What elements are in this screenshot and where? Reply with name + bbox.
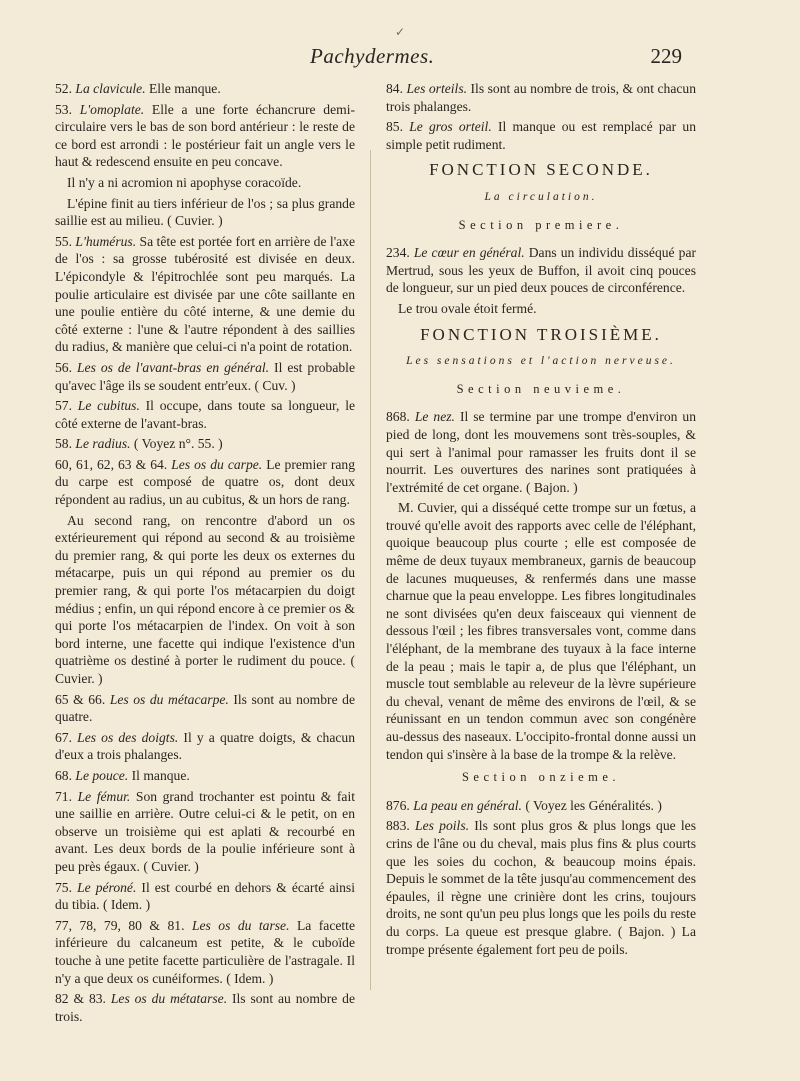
heading-circulation: La circulation. xyxy=(484,190,598,203)
entry-label: La peau en général. xyxy=(413,797,522,813)
entry-label: Le radius. xyxy=(75,436,131,452)
entry-text: Ils sont au nombre de quatre. xyxy=(55,691,355,725)
entry-label: Le nez. xyxy=(414,409,455,425)
entry-paragraph xyxy=(55,359,355,394)
entry-text: Il manque ou est remplacé par un simple petit rudiment. xyxy=(386,119,696,152)
entry-label: La clavicule. xyxy=(75,81,146,96)
entry-number: 56. xyxy=(55,359,77,375)
heading-section-neuvieme: Section neuvieme. xyxy=(456,381,626,396)
heading-fonction-troisieme: FONCTION TROISIÈME. xyxy=(420,324,662,344)
entry-label: Les poils. xyxy=(415,818,470,834)
entry-text: ( Voyez les Généralités. ) xyxy=(521,797,662,813)
right-column xyxy=(386,80,696,961)
entry-number: 58. xyxy=(55,436,76,452)
entry-paragraph xyxy=(55,435,355,453)
heading-sensations: Les sensations et l'action nerveuse. xyxy=(406,355,676,368)
entry-text: Le premier rang du carpe est composé de quatre os, dont deux répondent au radius, un au cubitus, & un hors de rang. xyxy=(55,456,355,508)
entry-text: Ils sont plus gros & plus longs que les crins de l'âne ou du cheval, mais plus fins & plus courts que les soies du cochon, & beaucoup moins épais. Depuis le sommet de la tête jusqu'au commencement des épaules, il règne une crinière dont les crins, toujours droits, ne sont qu'un peu plus longs que les poils du reste du corps. La queue est presque glabre. ( Bajon. ) La trompe présente également fort peu de poils. xyxy=(386,818,696,957)
entry-paragraph xyxy=(55,917,355,987)
entry-paragraph xyxy=(55,691,355,726)
paragraph-continuation: M. Cuvier, qui a disséqué cette trompe sur un fœtus, a trouvé qu'elle avoit des rapports avec celle de l'éléphant, quoique beaucoup plus courte ; elle est composée de même de deux tuyaux membraneux, garnis de beaucoup de lacunes muqueuses, & renfermés dans une masse charnue que la peau enveloppe. Les fibres longitudinales ne sont divisées qu'en deux faisceaux qui viennent de dessous l'œil ; les fibres transversales vont, comme dans l'éléphant, de la membrane des tuyaux à la face interne de la peau ; mais le tapir a, de plus que l'éléphant, un muscle tout semblable au releveur de la lèvre supérieure du cheval, venant de même des environs de l'œil, & se réunissant en un tendon commun avec son congénère au-dessus des naseaux. L'occipito-frontal donne aussi un tendon qui s'insère à la base de la trompe & la relève. xyxy=(386,500,696,762)
entry-number: 52. xyxy=(55,81,76,96)
entry-number: 84. xyxy=(386,81,407,96)
running-title: Pachydermes. xyxy=(310,44,435,68)
entry-paragraph xyxy=(55,456,355,509)
entry-label: Le pouce. xyxy=(75,767,129,783)
heading-fonction-seconde: FONCTION SECONDE. xyxy=(429,160,653,180)
entry-label: Les os de l'avant-bras en général. xyxy=(76,359,270,375)
entry-text: Il manque. xyxy=(128,767,190,783)
entry-paragraph xyxy=(55,397,355,432)
entry-paragraph xyxy=(386,817,696,958)
entry-text: Elle manque. xyxy=(145,81,221,96)
entry-label: Les orteils. xyxy=(406,81,468,96)
entry-label: L'humérus. xyxy=(75,233,137,249)
entry-paragraph xyxy=(55,767,355,785)
entry-label: Le cœur en général. xyxy=(413,245,525,261)
entry-label: L'omoplate. xyxy=(79,101,145,117)
entry-text: La facette inférieure du calcaneum est petite, & le cuboïde touche à une petite facette particulière de l'astragale. Il n'y a que deux os cunéiformes. ( Idem. ) xyxy=(55,917,355,986)
entry-label: Le cubitus. xyxy=(77,398,140,414)
entry-number: 65 & 66. xyxy=(55,691,110,707)
paragraph-continuation: Au second rang, on rencontre d'abord un os extérieurement qui répond au second & au troisième du premier rang, & qui porte les deux os externes du métacarpe, puis un qui répond au premier os du premier rang, & qui porte l'os métacarpien du doigt médius ; enfin, un qui répond encore à ce premier os & qui porte l'os métacarpien de l'index. On voit à son bord interne, une facette qui indique l'existence d'un quatrième os destiné à porter le rudiment du pouce. ( Cuvier. ) xyxy=(55,512,355,686)
entry-text: Sa tête est portée fort en arrière de l'axe de l'os : sa grosse tubérosité est divisée en deux. L'épicondyle & l'épitrochlée sont peu marqués. La poulie articulaire est divisée par une côte saillante en une poulie entière du côté interne, & une demie du côté externe : l'une & l'autre répondent à des saillies du radius, & manière que celui-ci n'a point de rotation. xyxy=(55,233,356,355)
entry-text: Son grand trochanter est pointu & fait une saillie en arrière. Outre celui-ci & le petit, on en observe un troisième qui est aplati & recourbé en avant. Les deux bords de la poulie inférieure sont à peu près égaux. ( Cuvier. ) xyxy=(55,788,355,874)
entry-number: 68. xyxy=(55,767,76,783)
page-header xyxy=(0,44,800,74)
entry-paragraph xyxy=(386,244,696,297)
entry-text: Il occupe, dans toute sa longueur, le côté externe de l'avant-bras. xyxy=(55,398,356,431)
entry-number: 82 & 83. xyxy=(55,991,111,1007)
entry-number: 77, 78, 79, 80 & 81. xyxy=(55,917,192,933)
entry-text: ( Voyez n°. 55. ) xyxy=(130,436,223,452)
entry-number: 85. xyxy=(386,119,410,135)
entry-text: Il se termine par une trompe d'environ un pied de long, dont les mouvemens sont très-souples, & qui sert à l'animal pour ramasser les fruits dont il se nourrit. Les ouvertures des narines sont pratiquées à l'extrémité de cet organe. ( Bajon. ) xyxy=(386,409,697,495)
entry-paragraph xyxy=(386,80,696,115)
entry-label: Les os du tarse. xyxy=(191,917,290,933)
entry-paragraph xyxy=(55,233,355,356)
left-column xyxy=(55,80,355,1028)
page-number: 229 xyxy=(650,44,682,68)
entry-number: 67. xyxy=(55,729,78,745)
heading-section-premiere: Section premiere. xyxy=(458,217,624,232)
entry-label: Le fémur. xyxy=(77,788,131,804)
entry-paragraph xyxy=(55,879,355,914)
entry-number: 868. xyxy=(386,409,415,425)
right-top-entries xyxy=(386,80,696,153)
right-bottom-entries xyxy=(386,797,696,958)
entry-label: Les os du métacarpe. xyxy=(109,691,229,707)
entry-paragraph xyxy=(386,408,696,496)
entry-text: Ils sont au nombre de trois, & ont chacun trois phalanges. xyxy=(386,81,697,114)
entry-paragraph xyxy=(386,797,696,815)
entry-number: 876. xyxy=(386,797,414,813)
entry-paragraph xyxy=(55,788,355,876)
entry-number: 53. xyxy=(55,101,80,117)
entry-text: Elle a une forte échancrure demi-circulaire vers le bas de son bord antérieur : le reste de ce bord est arrondi : le postérieur fait un angle vers le haut & redescend ensuite en peu concave. xyxy=(55,101,355,170)
entry-paragraph xyxy=(55,990,355,1025)
entry-text: Il est courbé en dehors & écarté ainsi du tibia. ( Idem. ) xyxy=(55,879,355,913)
paragraph-continuation: Il n'y a ni acromion ni apophyse coracoïde. xyxy=(67,174,302,190)
entry-text: Dans un individu disséqué par Mertrud, sous les yeux de Buffon, il avoit cinq pouces de longueur, sur un pied deux pouces de circonférence. xyxy=(386,245,697,296)
column-divider xyxy=(370,150,371,990)
paragraph-continuation: L'épine finit au tiers inférieur de l'os ; sa plus grande saillie est au milieu. ( Cuvier. ) xyxy=(55,195,355,229)
right-circulation-entries xyxy=(386,244,696,317)
entry-paragraph xyxy=(386,118,696,153)
entry-label: Les os des doigts. xyxy=(77,729,179,745)
entry-paragraph xyxy=(55,101,355,171)
entry-number: 57. xyxy=(55,398,78,414)
entry-text: Il est probable qu'avec l'âge ils se soudent entr'eux. ( Cuv. ) xyxy=(55,359,355,393)
entry-number: 234. xyxy=(386,245,414,261)
right-nez-entries xyxy=(386,408,696,763)
entry-text: Il y a quatre doigts, & chacun d'eux a trois phalanges. xyxy=(55,729,356,763)
entry-number: 60, 61, 62, 63 & 64. xyxy=(55,456,172,472)
entry-number: 55. xyxy=(55,233,76,249)
entry-label: Le gros orteil. xyxy=(409,119,492,135)
entry-text: Ils sont au nombre de trois. xyxy=(55,991,355,1024)
entry-label: Le péroné. xyxy=(77,879,137,895)
entry-number: 75. xyxy=(55,879,78,895)
entry-number: 71. xyxy=(55,788,78,804)
ornament-mark: ✓ xyxy=(395,25,406,39)
heading-section-onzieme: Section onzieme. xyxy=(461,770,621,785)
entry-paragraph xyxy=(55,729,355,764)
paragraph-continuation: Le trou ovale étoit fermé. xyxy=(398,300,537,316)
entry-number: 883. xyxy=(386,818,416,834)
entry-paragraph xyxy=(55,80,355,98)
entry-label: Les os du métatarse. xyxy=(110,991,228,1007)
entry-label: Les os du carpe. xyxy=(171,456,263,472)
